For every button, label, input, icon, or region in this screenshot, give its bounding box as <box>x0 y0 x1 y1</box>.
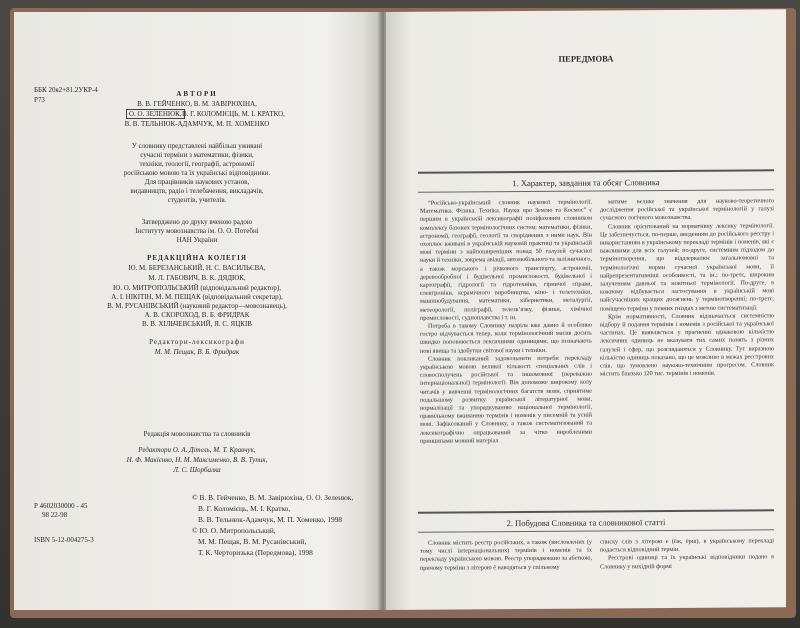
editorial-office: Редакція мовознавства та словників <box>143 430 251 438</box>
editorial-line-4: А. І. НІКІТІН, М. М. ПЕЩАК (відповідальний секретар), <box>111 293 283 301</box>
col1-paragraph-2: Потреба в такому Словнику назріла вже давно й особливо гостро відчувається тепер, коли термінологічний масив досить швидко поповнюється лексичними одиницями, що позначають нові явища та здобутки світової науки і техніки. <box>420 321 592 355</box>
summary-line-5: Для працівників наукових установ, <box>144 178 250 186</box>
code-line-1: Р 4602030000 - 45 <box>34 502 88 510</box>
editorial-line-7: В. В. ХІЛЬЧЕВСЬКИЙ, Я. С. ЯЦКІВ <box>142 320 252 328</box>
editors-line-2: Н. Ф. Макієнко, Н. М. Максименко, В. В. Тупик, <box>126 456 268 464</box>
author-boxed: О. О. ЗЕЛЕНЮК, <box>126 109 185 119</box>
section-rule-bottom <box>418 189 774 192</box>
preface-title: ПЕРЕДМОВА <box>558 53 614 64</box>
udc-code: Р73 <box>34 96 45 104</box>
editorial-line-5: В. М. РУСАНІВСЬКИЙ (науковий редактор—мовознавець), <box>107 302 287 310</box>
copyright-line-1: © В. В. Гейченко, В. М. Завірюхіна, О. О. Зеленюк, <box>192 493 354 502</box>
approval-line-3: НАН України <box>176 236 218 244</box>
isbn: ISBN 5-12-004275-3 <box>34 536 94 544</box>
lexicographers-heading: Редактори-лексикографи <box>149 338 245 346</box>
section1-heading: 1. Характер, завдання та обсяг Словника <box>512 177 660 189</box>
left-page <box>14 12 380 610</box>
copyright-line-5: М. М. Пещак, В. М. Русанівський, <box>198 537 307 546</box>
col2-paragraph-5: Реєстрові одиниці та їх українські відповідники подано в Словнику у вихідній формі <box>600 553 774 571</box>
section-rule-top <box>418 169 774 173</box>
editorial-line-3: Ю. О. МИТРОПОЛЬСЬКИЙ (відповідальний редактор), <box>113 284 281 292</box>
editorial-heading: РЕДАКЦІЙНА КОЛЕГІЯ <box>147 254 247 262</box>
authors-line-2 <box>126 110 185 118</box>
copyright-line-6: Т. К. Черторизька (Передмова), 1998 <box>198 548 313 557</box>
authors-line-1: В. В. ГЕЙЧЕНКО, В. М. ЗАВІРЮХІНА, <box>137 100 257 108</box>
summary-line-7: студентів, учителів. <box>167 196 227 204</box>
authors-heading: АВТОРИ <box>176 90 218 98</box>
col2-paragraph-3: Крім нормативності, Словник відзначається системністю відбору й подання термінів і номенів з російської та української частинах. Це виявляється у прагненні однаковою кількістю лексичних одиниць не вказувати тих самих понять з різних галузей і сфер, що розглядаються у Словнику. Тут виразною кількістю одиниць показано, що це можливо в межах реєстрових слів, що зумовлено науково-технічним прогресом. Словник містить близько 120 тис. термінів і номенів. <box>600 312 774 378</box>
approval-line-1: Затверджено до друку вченою радою <box>141 218 253 226</box>
summary-line-3: техніки, геології, географії, астрономії <box>139 160 255 168</box>
approval-line-2: Інституту мовознавства ім. О. О. Потебні <box>135 227 259 235</box>
copyright-line-2: В. Г. Коломієць, М. І. Кратко, <box>198 504 291 513</box>
column-left <box>420 199 592 502</box>
right-page <box>386 9 786 610</box>
column-right <box>600 197 774 500</box>
col2-paragraph-1: матиме велике значення для науково-теоретичного дослідження російської та української термінологій у галузі сучасного логічного мовознавства. <box>600 197 774 222</box>
editorial-line-1: Ю. М. БЕРЕЗАНСЬКИЙ, Н. С. ВАСИЛЬЄВА, <box>128 264 266 272</box>
authors-line-3: В. В. ТЕЛЬНЮК-АДАМЧУК, М. П. ХОМЕНКО <box>124 120 270 128</box>
col1-paragraph-1: “Російсько-український словник наукової термінології. Математика. Фізика. Техніка. Науки про Землю та Космос” є першим в українській лексикографії поліфаховим словником комплексу базових термінологічних систем: математики, фізики, астрономії, географії, геології та споріднених з ними наук. Він охоплює вживані в українській науковій практиці та українській мові терміни з найпоширеніших понад 50 галузей сучасної науки й техніки, зокрема авіації, автомобільного та залізничного, а також морського і річкового транспорту, астрономії, деревообробної і будівельної промисловості, будівельної і картографії, гідрології та гідротехніки, гірничої справи, електроніки, керамічного виробництва, кіно- і телетехніки, машинобудування, математики, кібернетики, металургії, метеорології, поліграфії, телезв’язку, фізики, хімічної промисловості, судноплавства і т. ін. <box>420 198 592 322</box>
col1-paragraph-3: Словник покликаний задовольнити потреби перекладу українською мовою великої кількості спеціальних слів і словосполучень російської та іншомовної (переважно інтернаціональної) термінології. Він допоможе широкому колу читачів у вивченні термінологічних багатств мови, сприятиме подальшому розвитку української літературної мови, нормалізації та упорядкуванню національної термінології, правильному вживанню термінів і номенів у писемній та усній мові. Зафіксований у Словнику, а також систематизований та лексикографічно опрацьований за чітко виробленими принципами мовний матеріал <box>420 354 592 445</box>
section2-rule-bottom <box>418 529 774 532</box>
copyright-line-4: © Ю. О. Митропольський, <box>192 526 276 535</box>
summary-line-1: У словнику представлені найбільш уживані <box>131 142 263 150</box>
column-right-bottom <box>600 537 774 604</box>
editors-line-1: Редактори О. А. Дітель, М. Т. Кравчук, <box>138 446 256 454</box>
col1-paragraph-4: Словник містить реєстр російських, а також (висловлених (у тому числі інтернаціональних) термінів і номенів та їх перекладу українською мовою. Реєстр упорядковано за абеткою, причому терміни з літерою ё наводяться у спільному <box>420 538 592 572</box>
col2-paragraph-2: Словник орієнтований на нормативну лексику термінології. Це забезпечується, по-перше, введенням до російського реєстру і використанням в українському перекладі термінів і номенів, які є важливими для всіх галузей; по-друге, системним підходом до термінотворення, що віддзеркалює загальномовні та термінологічні норми сучасної української мови, її найрепрезентативніші особливості, та ін.; по-третє, широким залученням давньої та новітньої термінології. По-друге, в кожному відбувається застосування в українській мові найсучасніших кращих досягнень у термінотворенні; по-третє, поміщено терміни у певних гніздах з метою систематизації. <box>600 221 774 313</box>
summary-line-6: видавництв, радіо і телебачення, викладачів, <box>130 187 264 195</box>
section2-rule-top <box>418 509 774 513</box>
code-line-2: 98 22-98 <box>42 511 68 519</box>
bbk-code: ББК 20я2+81.2УКР-4 <box>34 86 98 94</box>
summary-line-4: російською мовою та їх українські відповідники. <box>123 169 271 177</box>
copyright-line-3: В. В. Тельнюк-Адамчук, М. П. Хоменко, 1998 <box>198 515 343 524</box>
authors-line-2-rest: В. Г. КОЛОМІЄЦЬ, М. І. КРАТКО, <box>182 110 285 118</box>
summary-line-2: сучасні терміни з математики, фізики, <box>140 151 254 159</box>
col2-paragraph-4: списку слів з літерою е (ёж, ёрш), в українському перекладі подається відповідний термін. <box>600 537 774 554</box>
editorial-line-6: А. В. СКОРОХОД, В. Б. ФРИДРАК <box>144 311 250 319</box>
section2-heading: 2. Побудова Словника та словникової статті <box>506 517 666 529</box>
column-left-bottom <box>420 539 592 606</box>
editorial-line-2: М. Л. ГАБОВИЧ, В. К. ДЯДЮК, <box>148 274 246 282</box>
editors-line-3: Л. С. Шорбалка <box>173 466 221 474</box>
lexicographers: М. М. Пещак, В. Б. Фридрак <box>154 348 240 356</box>
